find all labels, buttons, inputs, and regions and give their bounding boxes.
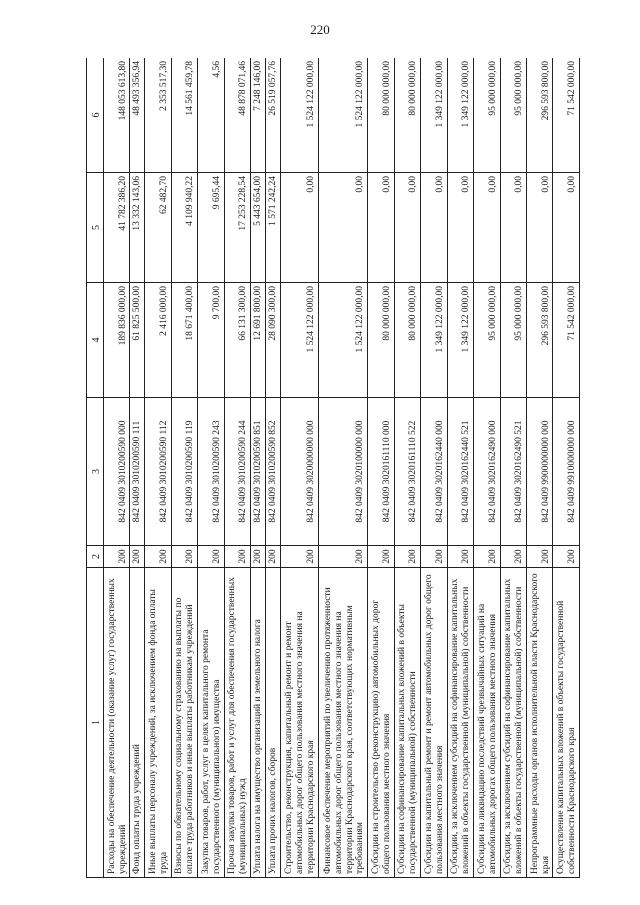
- table-row: [251, 58, 266, 878]
- row-name: Непрограммные расходы органов исполнительной власти Краснодарского края: [527, 568, 553, 878]
- row-classification: 842 0409 3020162440 521: [447, 398, 473, 546]
- row-code: 200: [527, 546, 553, 568]
- row-classification: 842 0409 3020000000 000: [280, 398, 318, 546]
- column-number: 5: [87, 173, 104, 283]
- row-code: 200: [171, 546, 197, 568]
- row-classification: 842 0409 3020161110 000: [368, 398, 394, 546]
- table-row: [447, 58, 473, 878]
- table-row: [368, 58, 394, 878]
- row-remainder-amount: 95 000 000,00: [474, 58, 500, 173]
- row-name: Финансовое обеспечение мероприятий по увеличению протяженности автомобильных дорог общего пользования местного значения на территории Краснодарского края, соответствующих нормативным требованиям: [318, 568, 368, 878]
- row-code: 200: [500, 546, 526, 568]
- row-name: Субсидии, за исключением субсидий на софинансирование капитальных вложений в объекты государственной (муниципальной) собственности: [500, 568, 526, 878]
- row-name: Осуществление капитальных вложений в объекты государственной собственности Краснодарского края: [553, 568, 580, 878]
- row-code: 200: [224, 546, 250, 568]
- row-classification: 842 0409 3020162440 000: [421, 398, 447, 546]
- row-remainder-amount: 80 000 000,00: [368, 58, 394, 173]
- row-approved-amount: 1 524 122 000,00: [280, 283, 318, 398]
- row-executed-amount: 41 782 386,20: [104, 173, 130, 283]
- row-executed-amount: 0,00: [421, 173, 447, 283]
- table-row: [474, 58, 500, 878]
- row-remainder-amount: 80 000 000,00: [394, 58, 420, 173]
- row-classification: 842 0409 3010200590 000: [104, 398, 130, 546]
- row-classification: 842 0409 3020161110 522: [394, 398, 420, 546]
- row-remainder-amount: 1 524 122 000,00: [280, 58, 318, 173]
- row-name: Прочая закупка товаров, работ и услуг для обеспечения государственных (муниципальных) нужд: [224, 568, 250, 878]
- column-number: 3: [87, 398, 104, 546]
- table-row: [224, 58, 250, 878]
- row-code: 200: [104, 546, 130, 568]
- page-number: 220: [310, 22, 330, 37]
- row-remainder-amount: 7 248 146,00: [251, 58, 266, 173]
- row-classification: 842 0409 3010200590 851: [251, 398, 266, 546]
- row-executed-amount: 0,00: [368, 173, 394, 283]
- row-approved-amount: 189 836 000,00: [104, 283, 130, 398]
- column-number: 2: [87, 546, 104, 568]
- table-row: [104, 58, 130, 878]
- column-number-row: [87, 58, 104, 878]
- row-remainder-amount: 2 353 517,30: [145, 58, 171, 173]
- row-executed-amount: 5 443 654,00: [251, 173, 266, 283]
- row-name: Субсидии на капитальный ремонт и ремонт автомобильных дорог общего пользования местного значения: [421, 568, 447, 878]
- row-approved-amount: 95 000 000,00: [500, 283, 526, 398]
- row-approved-amount: 95 000 000,00: [474, 283, 500, 398]
- row-classification: 842 0409 3010200590 111: [130, 398, 145, 546]
- rotated-page-content: [86, 58, 580, 878]
- row-remainder-amount: 14 561 459,78: [171, 58, 197, 173]
- row-approved-amount: 80 000 000,00: [394, 283, 420, 398]
- row-name: Фонд оплаты труда учреждений: [130, 568, 145, 878]
- row-executed-amount: 0,00: [394, 173, 420, 283]
- row-classification: 842 0409 3010200590 119: [171, 398, 197, 546]
- row-name: Расходы на обеспечение деятельности (оказание услуг) государственных учреждений: [104, 568, 130, 878]
- table-row: [553, 58, 580, 878]
- row-executed-amount: 9 695,44: [198, 173, 224, 283]
- row-remainder-amount: 71 542 000,00: [553, 58, 580, 173]
- row-remainder-amount: 26 519 057,76: [265, 58, 280, 173]
- budget-execution-table: [86, 58, 580, 878]
- row-code: 200: [265, 546, 280, 568]
- row-executed-amount: 0,00: [527, 173, 553, 283]
- row-approved-amount: 9 700,00: [198, 283, 224, 398]
- row-classification: 842 0409 3010200590 852: [265, 398, 280, 546]
- column-number: 4: [87, 283, 104, 398]
- row-code: 200: [447, 546, 473, 568]
- row-classification: 842 0409 9910000000 000: [553, 398, 580, 546]
- row-remainder-amount: 1 349 122 000,00: [447, 58, 473, 173]
- row-approved-amount: 61 825 500,00: [130, 283, 145, 398]
- column-number: 6: [87, 58, 104, 173]
- row-name: Субсидии на строительство (реконструкцию) автомобильных дорог общего пользования местного значения: [368, 568, 394, 878]
- row-name: Субсидии, за исключением субсидий на софинансирование капитальных вложений в объекты государственной (муниципальной) собственности: [447, 568, 473, 878]
- row-remainder-amount: 1 349 122 000,00: [421, 58, 447, 173]
- row-name: Взносы по обязательному социальному страхованию на выплаты по оплате труда работников и иные выплаты работникам учреждений: [171, 568, 197, 878]
- row-classification: 842 0409 3020162490 521: [500, 398, 526, 546]
- row-approved-amount: 80 000 000,00: [368, 283, 394, 398]
- row-approved-amount: 12 691 800,00: [251, 283, 266, 398]
- row-approved-amount: 2 416 000,00: [145, 283, 171, 398]
- table-row: [198, 58, 224, 878]
- row-approved-amount: 66 131 300,00: [224, 283, 250, 398]
- row-remainder-amount: 296 593 800,00: [527, 58, 553, 173]
- row-executed-amount: 0,00: [447, 173, 473, 283]
- row-executed-amount: 62 482,70: [145, 173, 171, 283]
- row-name: Уплата прочих налогов, сборов: [265, 568, 280, 878]
- table-row: [171, 58, 197, 878]
- table-row: [394, 58, 420, 878]
- row-executed-amount: 1 571 242,24: [265, 173, 280, 283]
- row-remainder-amount: 48 878 071,46: [224, 58, 250, 173]
- row-executed-amount: 0,00: [318, 173, 368, 283]
- row-code: 200: [145, 546, 171, 568]
- row-executed-amount: 0,00: [500, 173, 526, 283]
- row-approved-amount: 28 090 300,00: [265, 283, 280, 398]
- row-name: Закупка товаров, работ, услуг в целях капитального ремонта государственного (муниципального) имущества: [198, 568, 224, 878]
- row-classification: 842 0409 3010200590 112: [145, 398, 171, 546]
- row-approved-amount: 71 542 000,00: [553, 283, 580, 398]
- row-remainder-amount: 1 524 122 000,00: [318, 58, 368, 173]
- column-number: 1: [87, 568, 104, 878]
- row-name: Субсидии на софинансирование капитальных вложений в объекты государственной (муниципальной) собственности: [394, 568, 420, 878]
- row-classification: 842 0409 3010200590 243: [198, 398, 224, 546]
- row-code: 200: [198, 546, 224, 568]
- row-classification: 842 0409 3010200590 244: [224, 398, 250, 546]
- row-name: Уплата налога на имущество организаций и земельного налога: [251, 568, 266, 878]
- row-classification: 842 0409 3020100000 000: [318, 398, 368, 546]
- row-code: 200: [251, 546, 266, 568]
- row-code: 200: [368, 546, 394, 568]
- table-row: [145, 58, 171, 878]
- row-name: Строительство, реконструкция, капитальный ремонт и ремонт автомобильных дорог общего пользования местного значения на территории Краснодарского края: [280, 568, 318, 878]
- table-row: [421, 58, 447, 878]
- row-name: Субсидии на ликвидацию последствий чрезвычайных ситуаций на автомобильных дорогах общего пользования местного значения: [474, 568, 500, 878]
- row-code: 200: [318, 546, 368, 568]
- row-executed-amount: 0,00: [474, 173, 500, 283]
- table-row: [280, 58, 318, 878]
- row-remainder-amount: 95 000 000,00: [500, 58, 526, 173]
- row-remainder-amount: 48 493 356,94: [130, 58, 145, 173]
- table-row: [265, 58, 280, 878]
- row-remainder-amount: 4,56: [198, 58, 224, 173]
- row-approved-amount: 296 593 800,00: [527, 283, 553, 398]
- rotated-table-area: [86, 58, 580, 878]
- row-executed-amount: 4 109 940,22: [171, 173, 197, 283]
- row-executed-amount: 0,00: [553, 173, 580, 283]
- table-row: [500, 58, 526, 878]
- table-row: [130, 58, 145, 878]
- row-classification: 842 0409 9900000000 000: [527, 398, 553, 546]
- table-row: [318, 58, 368, 878]
- row-executed-amount: 17 253 228,54: [224, 173, 250, 283]
- row-code: 200: [394, 546, 420, 568]
- row-executed-amount: 13 332 143,06: [130, 173, 145, 283]
- row-executed-amount: 0,00: [280, 173, 318, 283]
- row-approved-amount: 1 349 122 000,00: [421, 283, 447, 398]
- row-classification: 842 0409 3020162490 000: [474, 398, 500, 546]
- row-code: 200: [421, 546, 447, 568]
- row-approved-amount: 1 524 122 000,00: [318, 283, 368, 398]
- row-code: 200: [553, 546, 580, 568]
- row-approved-amount: 1 349 122 000,00: [447, 283, 473, 398]
- table-row: [527, 58, 553, 878]
- row-code: 200: [130, 546, 145, 568]
- row-code: 200: [280, 546, 318, 568]
- row-approved-amount: 18 671 400,00: [171, 283, 197, 398]
- row-code: 200: [474, 546, 500, 568]
- row-name: Иные выплаты персоналу учреждений, за исключением фонда оплаты труда: [145, 568, 171, 878]
- row-remainder-amount: 148 053 613,80: [104, 58, 130, 173]
